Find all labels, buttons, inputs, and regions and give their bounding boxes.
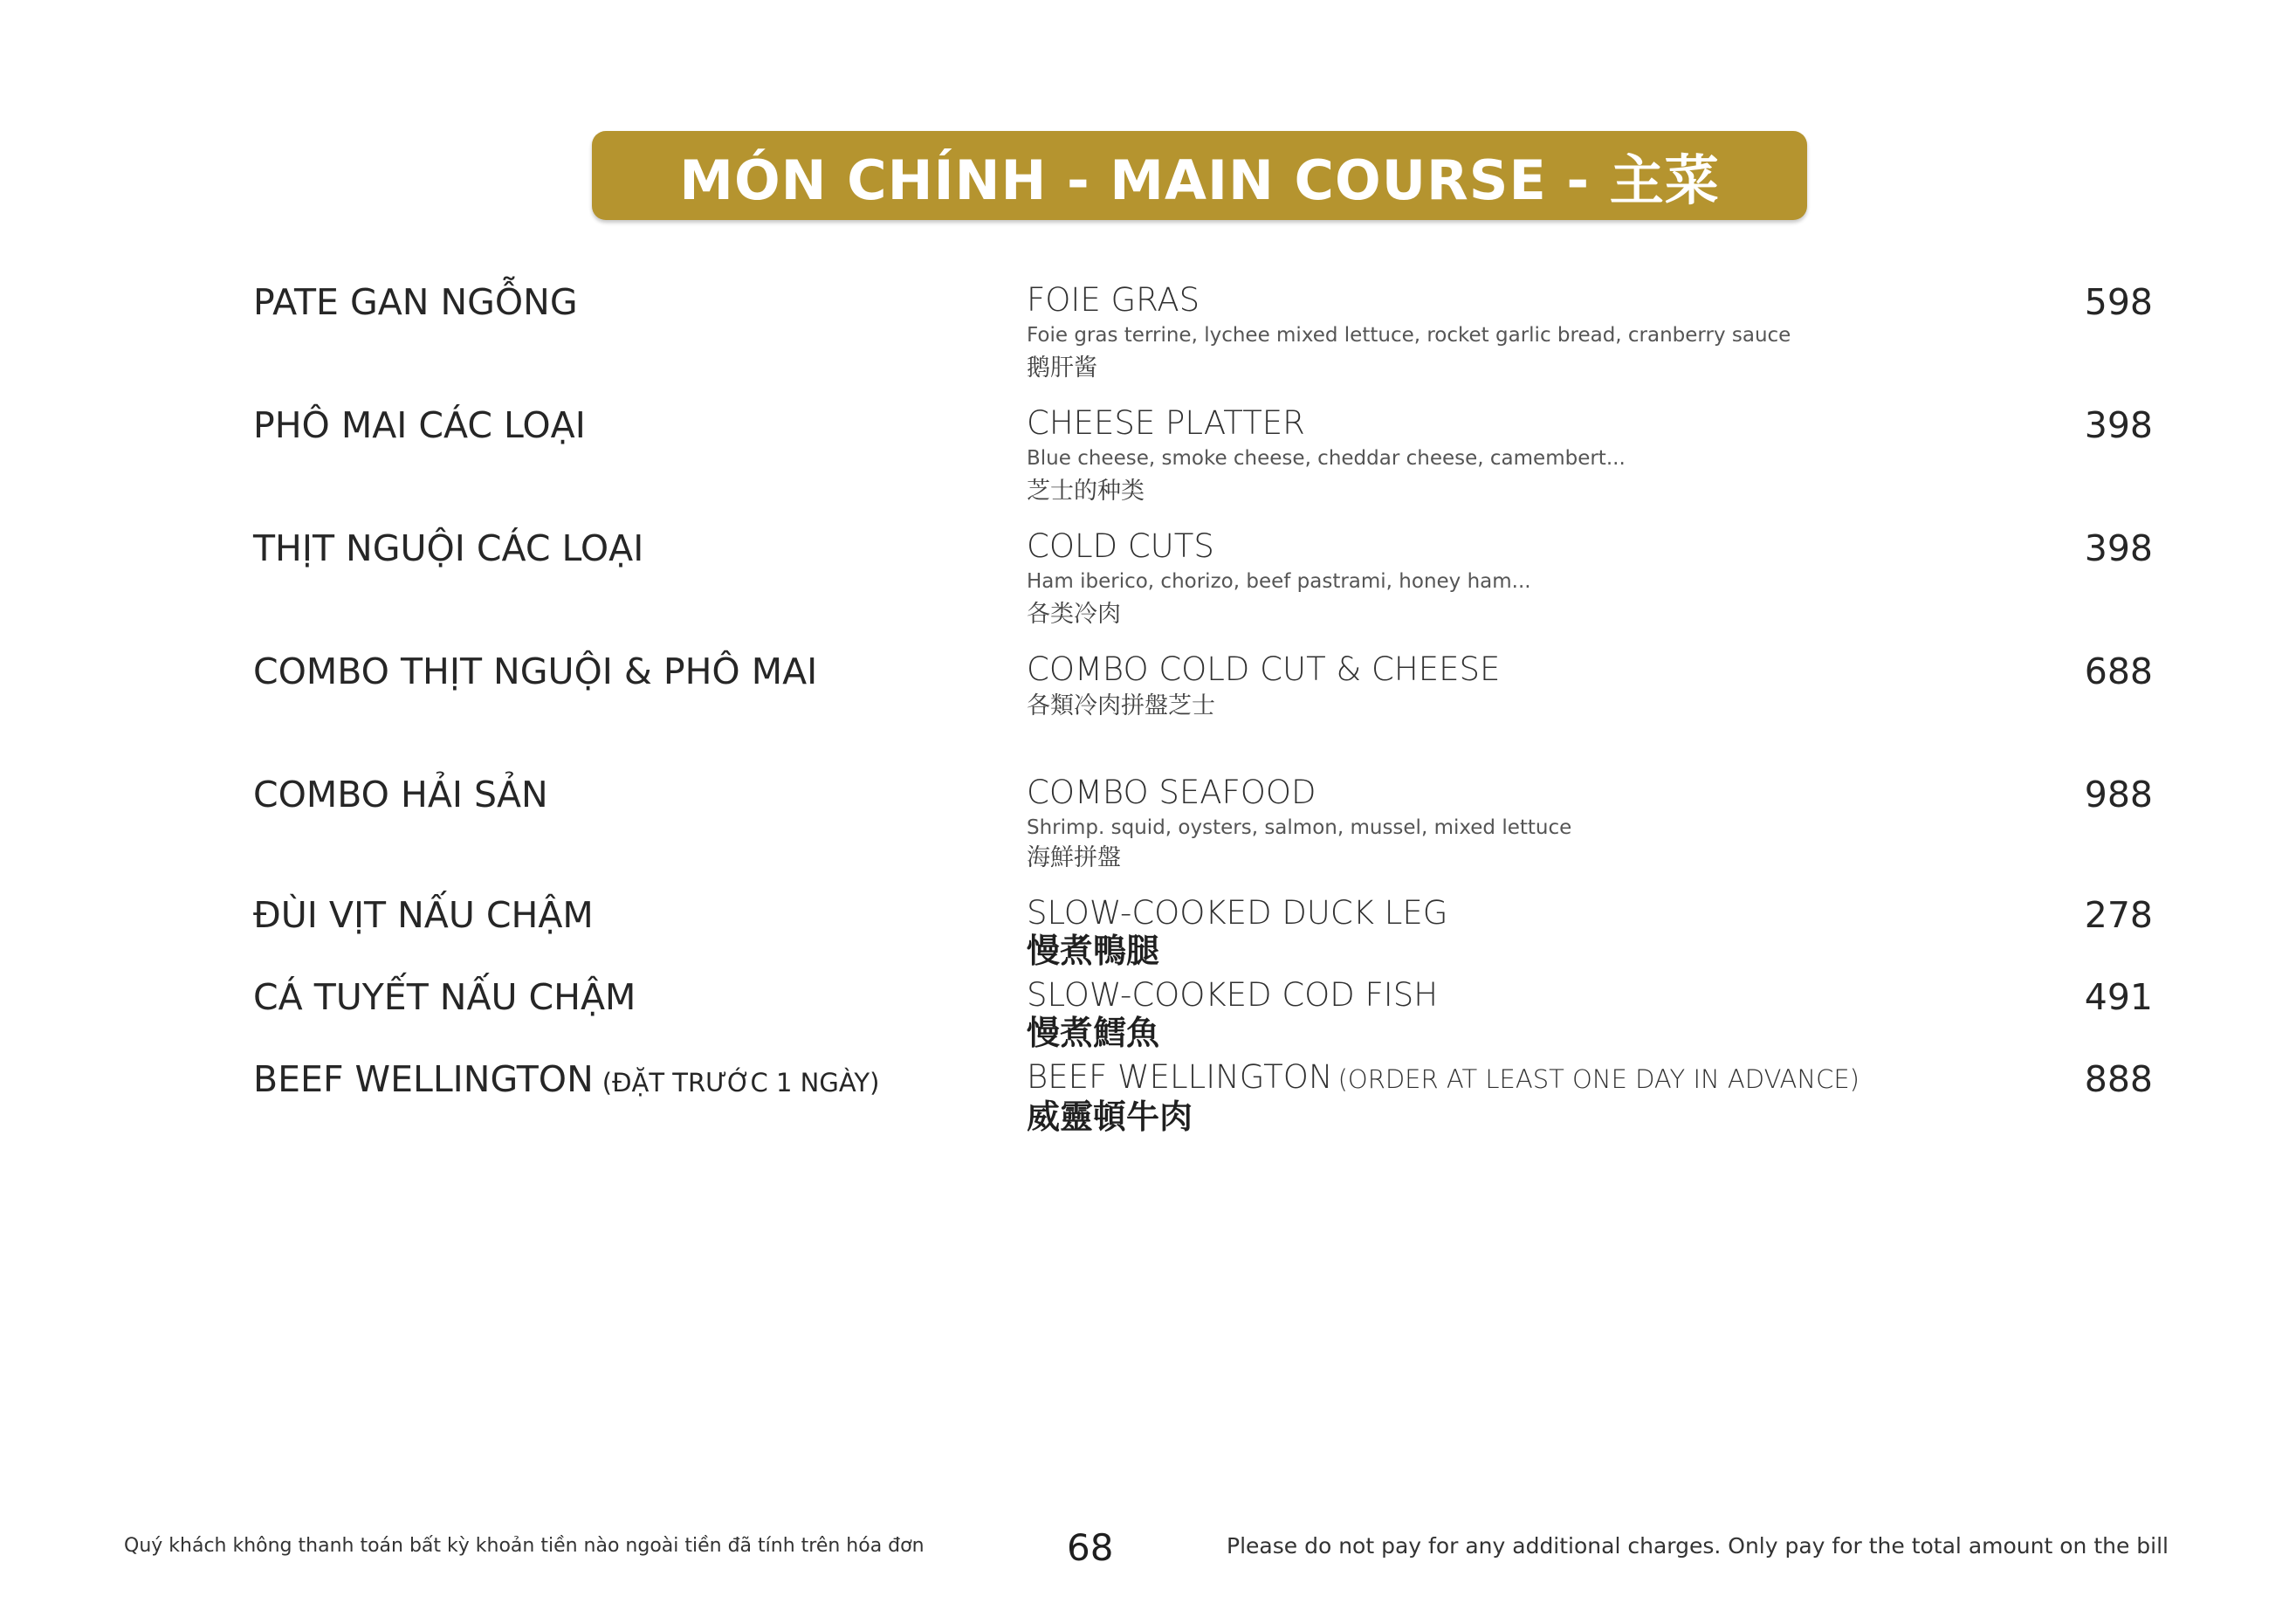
item-order-note-en: (ORDER AT LEAST ONE DAY IN ADVANCE) [1337,1064,1859,1094]
item-details [1027,281,1969,386]
item-price: 598 [2084,281,2153,323]
item-name-cn: 威靈頓牛肉 [1027,1098,1193,1136]
item-name-vn: CÁ TUYẾT NẤU CHẬM [253,976,636,1018]
item-details [1027,404,1969,509]
item-price: 398 [2084,527,2153,569]
item-name-vn: PHÔ MAI CÁC LOẠI [253,404,586,446]
section-title: MÓN CHÍNH - MAIN COURSE - 主菜 [679,148,1720,212]
item-details [1027,774,1969,873]
item-name-cn: 慢煮鴨腿 [1027,932,1160,970]
item-price: 988 [2084,774,2153,815]
item-name-vn: PATE GAN NGỖNG [253,281,578,323]
item-price: 278 [2084,894,2153,936]
item-name-cn: 芝士的种类 [1027,478,1145,505]
item-name-cn: 海鮮拼盤 [1027,844,1121,871]
item-name-vn: COMBO THỊT NGUỘI & PHÔ MAI [253,650,818,692]
page-number: 68 [1067,1526,1114,1569]
item-price: 491 [2084,976,2153,1018]
item-name-en: SLOW-COOKED COD FISH [1027,976,1439,1014]
item-details [1027,894,1969,969]
footer-notice-vn: Quý khách không thanh toán bất kỳ khoản tiền nào ngoài tiền đã tính trên hóa đơn [124,1535,925,1557]
item-name-vn: THỊT NGUỘI CÁC LOẠI [253,527,644,569]
item-details [1027,1058,1969,1135]
item-name-en: COMBO SEAFOOD [1027,774,1316,811]
item-name-vn-line [253,1058,879,1100]
item-description: Ham iberico, chorizo, beef pastrami, honey ham... [1027,570,1531,593]
item-price: 398 [2084,404,2153,446]
item-name-en: CHEESE PLATTER [1027,404,1305,442]
item-price: 888 [2084,1058,2153,1100]
item-details [1027,650,1969,724]
footer-notice-en: Please do not pay for any additional charges. Only pay for the total amount on the bill [1227,1533,2169,1559]
section-banner [592,131,1807,220]
item-name-cn: 慢煮鱈魚 [1027,1014,1160,1052]
item-name-cn: 各类冷肉 [1027,601,1121,628]
item-description: Foie gras terrine, lychee mixed lettuce, rocket garlic bread, cranberry sauce [1027,324,1791,347]
item-details [1027,527,1969,632]
item-order-note-vn: (ĐẶT TRƯỚC 1 NGÀY) [601,1068,880,1098]
item-name-en: COMBO COLD CUT & CHEESE [1027,650,1501,688]
item-name-vn: ĐÙI VỊT NẤU CHẬM [253,894,594,936]
item-price: 688 [2084,650,2153,692]
item-name-cn: 各類冷肉拼盤芝士 [1027,692,1215,719]
item-name-en: BEEF WELLINGTON [1027,1058,1333,1096]
item-description: Shrimp. squid, oysters, salmon, mussel, mixed lettuce [1027,816,1572,839]
item-name-en: COLD CUTS [1027,527,1214,565]
item-name-vn: BEEF WELLINGTON [253,1058,594,1100]
item-name-en: SLOW-COOKED DUCK LEG [1027,894,1448,932]
item-description: Blue cheese, smoke cheese, cheddar cheese, camembert... [1027,447,1626,470]
item-name-en-line [1027,1058,1969,1098]
item-name-cn: 鹅肝酱 [1027,354,1097,382]
item-name-en: FOIE GRAS [1027,281,1200,319]
item-details [1027,976,1969,1051]
item-name-vn: COMBO HẢI SẢN [253,774,548,815]
